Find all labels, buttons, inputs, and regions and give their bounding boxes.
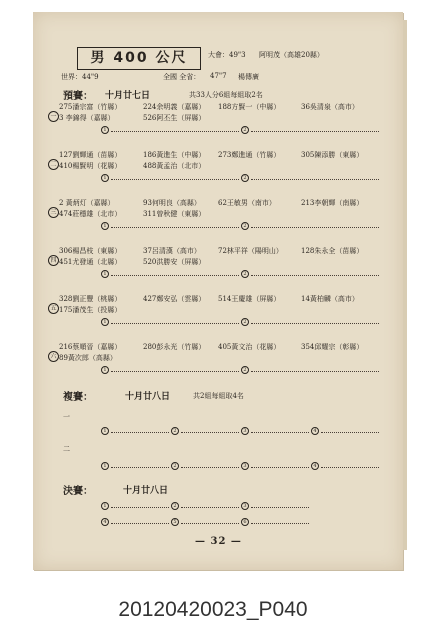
semifinal-rank-row-1: 1 2 3 4 [101, 427, 381, 435]
heat-entry: 89黃次郎（高縣） [59, 354, 117, 362]
heat-entry: 311曾秋健（東縣） [143, 210, 206, 218]
heat-entry: 474莊穩雄（北市） [59, 210, 122, 218]
result-slot-1: 1 [101, 126, 239, 134]
heat-entry: 213李朝輝（南縣） [301, 199, 364, 207]
heat-entry: 306楊昌枝（東縣） [59, 247, 122, 255]
heat-entry: 175潘茂生（投縣） [59, 306, 122, 314]
heat-entry: 328劉正豐（桃縣） [59, 295, 122, 303]
heat-entry: 188方賢一（中縣） [218, 103, 281, 111]
result-slot-2: 2 [241, 318, 379, 326]
semifinal-label: 複賽： [63, 392, 93, 403]
heat-result-row [101, 318, 381, 326]
heat-mark-circle: 五 [48, 303, 59, 314]
heat-mark-circle: 六 [48, 351, 59, 362]
heat-entry: 128朱永全（苗縣） [301, 247, 364, 255]
semifinal-rank-row-2: 1 2 3 4 [101, 462, 381, 470]
final-rank-row-2: 4 5 6 [101, 518, 381, 526]
result-slot-1: 1 [101, 366, 239, 374]
heat-entry: 427鄭安弘（雲縣） [143, 295, 206, 303]
heat-entry: 280彭永光（竹縣） [143, 343, 206, 351]
heat-result-row [101, 222, 381, 230]
heat-entry: 305陳添勝（東縣） [301, 151, 364, 159]
heat-entry: 14黃柏麟（高市） [301, 295, 359, 303]
heat-result-row [101, 366, 381, 374]
archive-caption: 20120420023_P040 [118, 598, 308, 621]
semifinal-heat-mark-2: 二 [63, 445, 70, 453]
heat-entry: 62王敏男（南市） [218, 199, 276, 207]
heat-entry: 2 黃炳灯（嘉縣） [59, 199, 115, 207]
heat-entry: 37呂清漢（高市） [143, 247, 201, 255]
heat-entry: 273鄭進通（竹縣） [218, 151, 281, 159]
national-record-holder: 楊傳廣 [238, 73, 259, 81]
final-date: 十月廿八日 [123, 486, 169, 496]
heat-entry: 72林平祥（陽明山） [218, 247, 283, 255]
semifinal-date: 十月廿八日 [125, 392, 171, 402]
result-slot-2: 2 [241, 222, 379, 230]
heat-mark [48, 151, 59, 170]
heat-entry: 127劉輝通（苗縣） [59, 151, 122, 159]
prelim-note: 共33人分6組每組取2名 [189, 91, 263, 99]
heat-mark [48, 295, 59, 314]
heat-entry: 488黃孟治（北市） [143, 162, 206, 170]
meet-record-holder: 阿明茂（高雄20縣） [259, 51, 324, 59]
result-slot-1: 1 [101, 270, 239, 278]
heat-entry: 354邱耀宗（彰縣） [301, 343, 364, 351]
national-record: 47"7 [210, 72, 227, 80]
result-slot-2: 2 [241, 270, 379, 278]
heat-mark [48, 343, 59, 362]
heat-entry: 410楊賢明（花縣） [59, 162, 122, 170]
semifinal-note: 共2組每組取4名 [193, 392, 244, 400]
result-slot-2: 2 [241, 366, 379, 374]
heat-mark [48, 199, 59, 218]
heat-entry: 224余明義（嘉縣） [143, 103, 206, 111]
heat-mark [48, 247, 59, 266]
heat-mark-circle: 四 [48, 255, 59, 266]
heat-result-row [101, 174, 381, 182]
heat-mark [48, 103, 59, 122]
heat-mark-circle: 三 [48, 207, 59, 218]
prelim-date: 十月廿七日 [105, 91, 151, 101]
heat-entry: 514王慶雄（屏縣） [218, 295, 281, 303]
final-rank-row-1: 1 2 3 [101, 502, 381, 510]
meet-record: 大會：49"3 [208, 51, 246, 59]
result-slot-2: 2 [241, 174, 379, 182]
heat-entry: 275潘宗富（竹縣） [59, 103, 122, 111]
result-slot-1: 1 [101, 174, 239, 182]
heat-entry: 520洪勝安（屏縣） [143, 258, 206, 266]
result-slot-1: 1 [101, 222, 239, 230]
event-title: 男 400 公尺 [77, 47, 201, 70]
result-slot-1: 1 [101, 318, 239, 326]
heat-entry: 36吳清泉（高市） [301, 103, 359, 111]
world-record: 世界：44"9 [61, 73, 99, 81]
heat-entry: 3 李錦得（嘉縣） [59, 114, 115, 122]
heat-entry: 526阿丕生（屏縣） [143, 114, 206, 122]
final-label: 決賽： [63, 486, 93, 497]
result-slot-2: 2 [241, 126, 379, 134]
heat-entry: 405黃文治（花縣） [218, 343, 281, 351]
heat-mark-circle: 二 [48, 159, 59, 170]
heat-result-row [101, 270, 381, 278]
semifinal-heat-mark-1: 一 [63, 413, 70, 421]
heat-mark-circle: 一 [48, 111, 59, 122]
heat-entry: 451尤發通（北縣） [59, 258, 122, 266]
heat-entry: 93何明良（高縣） [143, 199, 201, 207]
national-record-label: 全國 全省： [163, 73, 201, 81]
heat-entry: 216蔡順晉（嘉縣） [59, 343, 122, 351]
heat-entry: 186黃進生（中縣） [143, 151, 206, 159]
page-edge [403, 20, 407, 550]
prelim-label: 預賽： [63, 91, 93, 102]
program-page [33, 12, 403, 570]
page-number: — 32 — [195, 536, 242, 547]
heat-result-row [101, 126, 381, 134]
